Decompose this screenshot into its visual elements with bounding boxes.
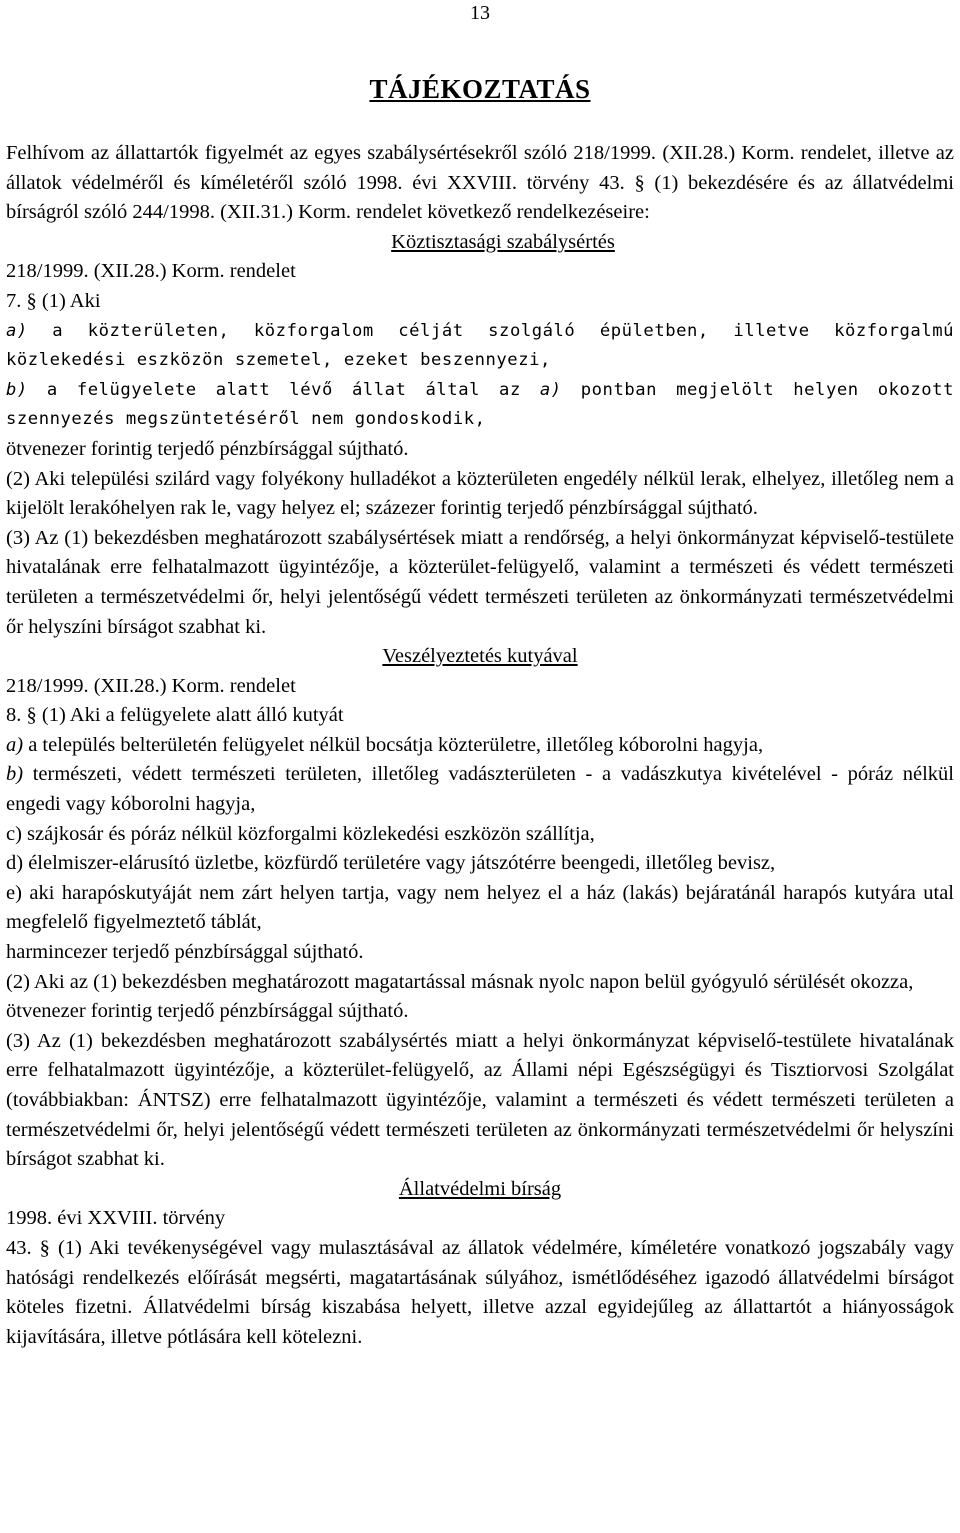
section2-penalty-2: ötvenezer forintig terjedő pénzbírsággal sújtható. [6,1000,409,1023]
section2-para-head: 8. § (1) Aki a felügyelete alatt álló kutyát [6,704,344,727]
page-number: 13 [470,2,490,24]
section2-point-a [6,731,954,761]
section3-para-1: 43. § (1) Aki tevékenységével vagy mulasztásával az állatok védelmére, kíméletére vonatkozó jogszabály vagy hatósági rendelkezés előírását megsérti, magatartásának súlyához, ismétlődéséhez igazodó állatvédelmi bírságot köteles fizetni. Állatvédelmi bírság kiszabása helyett, illetve azzal egyidejűleg az állattartót a hiányosságok kijavítására, illetve pótlására kell kötelezni. [6,1236,954,1348]
section2-point-c: c) szájkosár és póráz nélkül közforgalmi közlekedési eszközön szállítja, [6,822,595,845]
section1-point-a [6,317,954,376]
section-heading-kutya: Veszélyeztetés kutyával [382,645,578,668]
section1-penalty: ötvenezer forintig terjedő pénzbírsággal sújtható. [6,437,409,460]
section1-para-3: (3) Az (1) bekezdésben meghatározott szabálysértések miatt a rendőrség, a helyi önkormányzat képviselő-testülete hivatalának erre felhatalmazott ügyintézője, a közterület-felügyelő, valamint a természeti és védett természeti területen a természetvédelmi őr, helyi jelentőségű védett természeti területen az önkormányzati természetvédelmi őr helyszíni bírságot szabhat ki. [6,526,954,638]
section2-penalty-1: harmincezer terjedő pénzbírsággal sújtható. [6,941,364,964]
point-b-text-2: pontban megjelölt helyen okozott szennyezés megszüntetéséről nem gondoskodik, [6,379,954,430]
point-b-marker: b) [6,763,24,786]
section2-source: 218/1999. (XII.28.) Korm. rendelet [6,674,296,697]
point-a-marker: a) [6,320,28,341]
section2-para-2: (2) Aki az (1) bekezdésben meghatározott magatartással másnak nyolc napon belül gyógyuló sérülését okozza, [6,970,914,993]
point-b-text-1: a felügyelete alatt lévő állat által az [27,379,540,400]
section3-source: 1998. évi XXVIII. törvény [6,1207,226,1230]
section1-para-head: 7. § (1) Aki [6,289,101,312]
point-b-text: természeti, védett természeti területen, illetőleg vadászterületen - a vadászkutya kivételével - póráz nélkül engedi vagy kóborolni hagyja, [6,763,954,816]
section2-point-e: e) aki harapóskutyáját nem zárt helyen tartja, vagy nem helyez el a ház (lakás) bejáratánál harapós kutyára utal megfelelő figyelmeztető táblát, [6,881,954,934]
point-a-text: a település belterületén felügyelet nélkül bocsátja közterületre, illetőleg kóborolni hagyja, [23,733,764,756]
point-a-text: a közterületen, közforgalom célját szolgáló épületben, illetve közforgalmú közlekedési eszközön szemetel, ezeket beszennyezi, [6,320,954,371]
document-body [6,139,954,1352]
section2-para-3: (3) Az (1) bekezdésben meghatározott szabálysértés miatt a helyi önkormányzat képviselő-testülete hivatalának erre felhatalmazott ügyintézője, a közterület-felügyelő, az Állami népi Egészségügyi és Tisztiorvosi Szolgálat (továbbiakban: ÁNTSZ) erre felhatalmazott ügyintézője, valamint a természeti és védett természeti területen a természetvédelmi őr, helyi jelentőségű védett természeti területen az önkormányzati természetvédelmi őr helyszíni bírságot szabhat ki. [6,1029,954,1171]
page-title: TÁJÉKOZTATÁS [369,74,591,104]
intro-paragraph: Felhívom az állattartók figyelmét az egyes szabálysértésekről szóló 218/1999. (XII.28.) Korm. rendelet, illetve az állatok védelméről és kíméletéről szóló 1998. évi XXVIII. törvény 43. § (1) bekezdésére és az állatvédelmi bírságról szóló 244/1998. (XII.31.) Korm. rendelet következő rendelkezéseire: [6,142,954,224]
point-a-marker: a) [6,733,24,756]
section1-point-b [6,376,954,435]
section-heading-allatvedelmi: Állatvédelmi bírság [398,1177,562,1200]
point-b-ref: a) [539,379,562,400]
point-b-marker: b) [6,379,28,400]
section2-point-d: d) élelmiszer-elárusító üzletbe, közfürdő területére vagy játszótérre beengedi, illetőleg bevisz, [6,852,776,875]
section2-point-b [6,760,954,819]
section1-para-2: (2) Aki települési szilárd vagy folyékony hulladékot a közterületen engedély nélkül lerak, elhelyez, illetőleg nem a kijelölt lerakóhelyen rak le, vagy helyez el; százezer forintig terjedő pénzbírsággal sújtható. [6,467,954,520]
section1-source: 218/1999. (XII.28.) Korm. rendelet [6,260,296,283]
section-heading-koztisztasagi: Köztisztasági szabálysértés [391,230,615,253]
